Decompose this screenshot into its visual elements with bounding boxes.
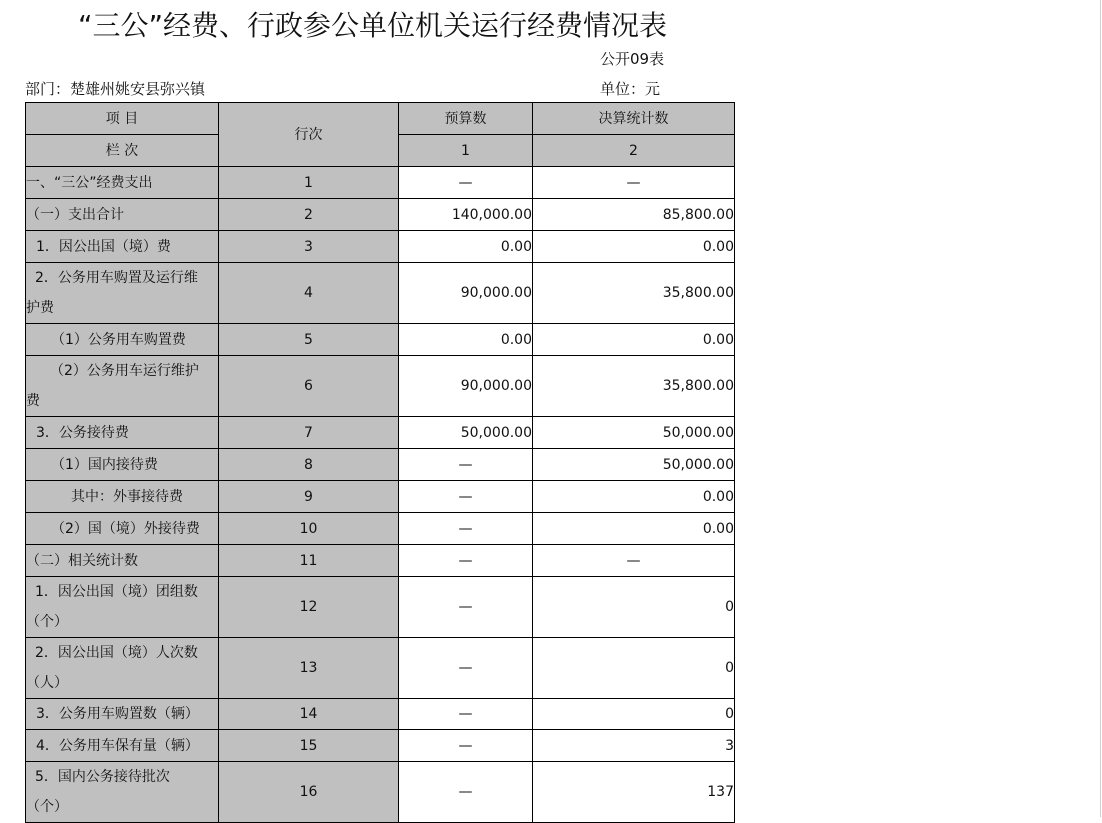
row-budget: — <box>399 577 533 638</box>
row-item-line-2: 护费 <box>26 300 54 316</box>
row-line-no: 12 <box>219 577 399 638</box>
row-budget: 90,000.00 <box>399 263 533 324</box>
row-line-no: 6 <box>219 356 399 417</box>
row-item-line-1: 5．国内公务接待批次 <box>35 769 170 785</box>
row-final: — <box>533 545 735 577</box>
row-final: 3 <box>533 730 735 762</box>
header-col-1: 1 <box>399 135 533 167</box>
row-budget: — <box>399 699 533 730</box>
report-title: “三公”经费、行政参公单位机关运行经费情况表 <box>78 9 668 42</box>
row-item <box>26 577 219 638</box>
row-budget: — <box>399 167 533 199</box>
row-budget: 0.00 <box>399 231 533 263</box>
row-final: 0 <box>533 638 735 699</box>
row-item: 4．公务用车保有量（辆） <box>26 730 219 762</box>
table-row <box>26 167 735 199</box>
table-row <box>26 231 735 263</box>
row-budget: 0.00 <box>399 324 533 356</box>
row-budget: — <box>399 762 533 823</box>
header-budget: 预算数 <box>399 103 533 135</box>
row-line-no: 10 <box>219 513 399 545</box>
row-item: 3．公务用车购置数（辆） <box>26 699 219 730</box>
row-item-line-2: （个） <box>26 799 68 815</box>
row-budget: — <box>399 638 533 699</box>
row-final: 85,800.00 <box>533 199 735 231</box>
row-budget: 90,000.00 <box>399 356 533 417</box>
row-item-line-2: 费 <box>26 393 40 409</box>
row-line-no: 8 <box>219 449 399 481</box>
table-row <box>26 545 735 577</box>
row-item: 1．因公出国（境）费 <box>26 231 219 263</box>
row-budget: — <box>399 730 533 762</box>
row-line-no: 7 <box>219 417 399 449</box>
row-item: 一、“三公”经费支出 <box>26 167 219 199</box>
row-item-line-2: （人） <box>26 675 68 691</box>
row-final: 50,000.00 <box>533 449 735 481</box>
header-row-1 <box>26 103 735 135</box>
row-item: （1）国内接待费 <box>26 449 219 481</box>
row-item: 3．公务接待费 <box>26 417 219 449</box>
row-final: — <box>533 167 735 199</box>
unit-label: 单位：元 <box>600 80 661 98</box>
row-item: （二）相关统计数 <box>26 545 219 577</box>
header-column-label: 栏 次 <box>26 135 219 167</box>
row-item: （2）国（境）外接待费 <box>26 513 219 545</box>
table-row <box>26 762 735 823</box>
row-item: （1）公务用车购置费 <box>26 324 219 356</box>
row-final: 35,800.00 <box>533 356 735 417</box>
form-code: 公开09表 <box>600 50 665 68</box>
header-final: 决算统计数 <box>533 103 735 135</box>
row-budget: — <box>399 513 533 545</box>
row-budget: — <box>399 449 533 481</box>
department-label: 部门：楚雄州姚安县弥兴镇 <box>25 80 206 98</box>
row-final: 0.00 <box>533 324 735 356</box>
row-item: （一）支出合计 <box>26 199 219 231</box>
row-item <box>26 762 219 823</box>
header-item: 项 目 <box>26 103 219 135</box>
table-row <box>26 577 735 638</box>
row-item-line-1: 1．因公出国（境）团组数 <box>35 584 198 600</box>
row-final: 0.00 <box>533 481 735 513</box>
table-row <box>26 199 735 231</box>
row-final: 0 <box>533 699 735 730</box>
row-line-no: 13 <box>219 638 399 699</box>
row-item-line-1: 2．因公出国（境）人次数 <box>35 645 198 661</box>
row-line-no: 2 <box>219 199 399 231</box>
row-line-no: 14 <box>219 699 399 730</box>
row-item <box>26 356 219 417</box>
row-item-line-2: （个） <box>26 614 68 630</box>
row-item <box>26 638 219 699</box>
row-line-no: 4 <box>219 263 399 324</box>
row-final: 50,000.00 <box>533 417 735 449</box>
table-row <box>26 730 735 762</box>
table-row <box>26 417 735 449</box>
row-line-no: 11 <box>219 545 399 577</box>
row-budget: 140,000.00 <box>399 199 533 231</box>
row-item: 其中：外事接待费 <box>26 481 219 513</box>
row-final: 0.00 <box>533 513 735 545</box>
row-item <box>26 263 219 324</box>
row-item-line-1: （2）公务用车运行维护 <box>50 363 199 379</box>
header-line-no: 行次 <box>219 103 399 167</box>
table-row <box>26 263 735 324</box>
row-final: 0 <box>533 577 735 638</box>
row-budget: — <box>399 481 533 513</box>
table-row <box>26 699 735 730</box>
row-line-no: 16 <box>219 762 399 823</box>
expense-table <box>25 102 735 823</box>
table-row <box>26 324 735 356</box>
table-row <box>26 449 735 481</box>
row-final: 35,800.00 <box>533 263 735 324</box>
row-final: 0.00 <box>533 231 735 263</box>
page-edge-divider <box>1100 0 1101 817</box>
row-line-no: 15 <box>219 730 399 762</box>
row-budget: 50,000.00 <box>399 417 533 449</box>
row-line-no: 3 <box>219 231 399 263</box>
table-row <box>26 513 735 545</box>
table-row <box>26 356 735 417</box>
row-line-no: 9 <box>219 481 399 513</box>
header-col-2: 2 <box>533 135 735 167</box>
row-item-line-1: 2．公务用车购置及运行维 <box>35 270 198 286</box>
row-budget: — <box>399 545 533 577</box>
row-line-no: 1 <box>219 167 399 199</box>
row-final: 137 <box>533 762 735 823</box>
table-row <box>26 638 735 699</box>
table-row <box>26 481 735 513</box>
row-line-no: 5 <box>219 324 399 356</box>
